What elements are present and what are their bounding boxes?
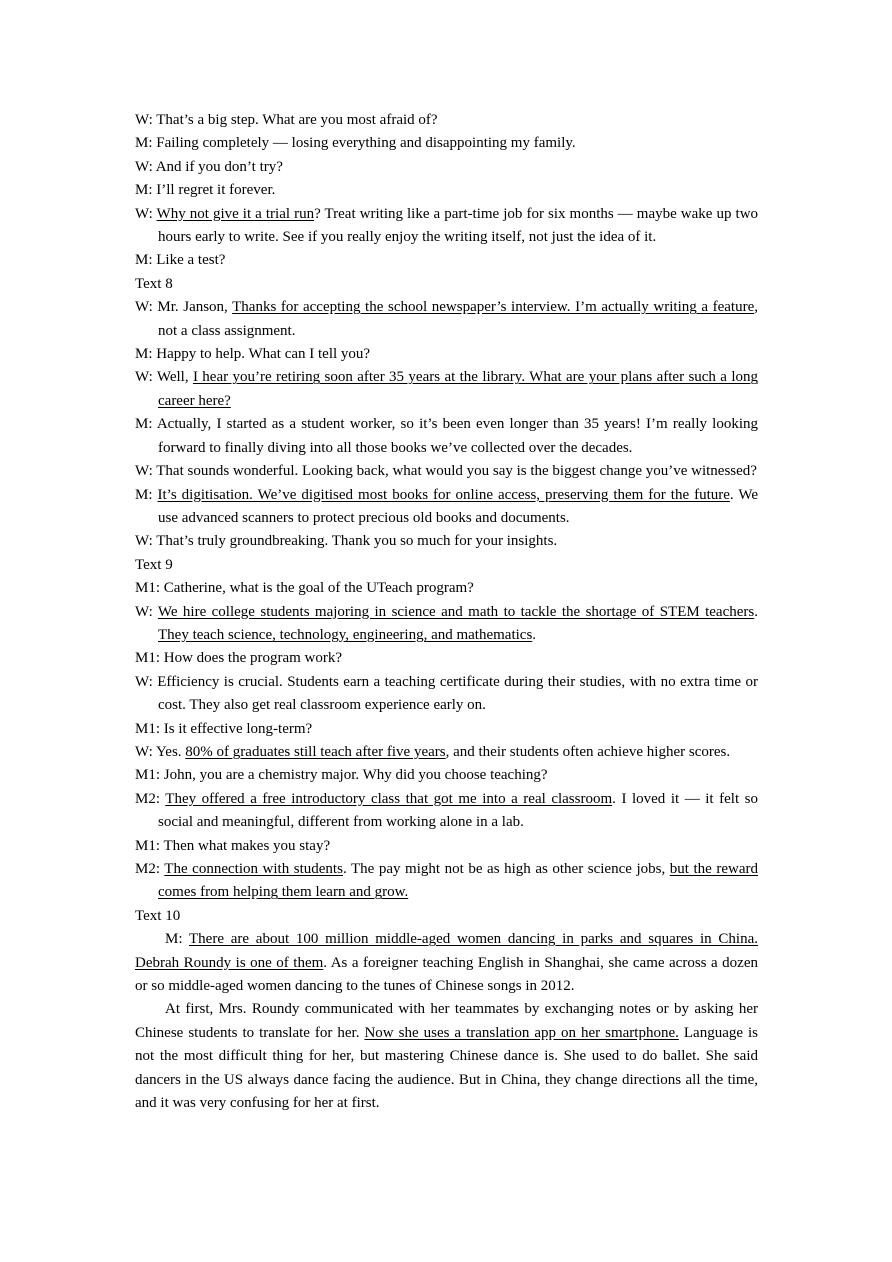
text-run: At first, Mrs. Roundy communicated with her teammates by exchanging notes or by asking her Chinese students to translate for her. <box>135 1001 758 1041</box>
transcript-line <box>135 764 758 787</box>
text-run: W: That’s a big step. What are you most afraid of? <box>135 112 438 128</box>
underlined-answer-text: Thanks for accepting the school newspaper’s interview. I’m actually writing a feature <box>232 299 755 316</box>
underlined-answer-text: There are about 100 million middle-aged women dancing in parks and squares in China. Debrah Roundy is one of them <box>135 931 759 971</box>
text-run: W: Efficiency is crucial. Students earn a teaching certificate during their studies, with no extra time or cost. They also get real classroom experience early on. <box>135 673 758 714</box>
text-run: W: Well, <box>135 369 193 386</box>
text-run: M1: Catherine, what is the goal of the UTeach program? <box>135 580 474 597</box>
text-run: W: <box>135 603 158 620</box>
underlined-answer-text: It’s digitisation. We’ve digitised most books for online access, preserving them for the future <box>157 486 730 503</box>
text-run: W: That’s truly groundbreaking. Thank you so much for your insights. <box>135 533 558 550</box>
underlined-answer-text: They teach science, technology, engineering, and mathematics <box>158 626 533 643</box>
text-run: M1: Is it effective long-term? <box>135 720 313 737</box>
transcript-line <box>135 413 758 460</box>
underlined-answer-text: I hear you’re retiring soon after 35 years at the library. What are your plans after such a long career here? <box>158 369 758 409</box>
section-heading <box>135 905 758 928</box>
text-run: M1: Then what makes you stay? <box>135 837 331 854</box>
document-page <box>135 109 758 1115</box>
text-run: . The pay might not be as high as other science jobs, <box>342 861 670 877</box>
text-run: W: Mr. Janson, <box>135 299 233 316</box>
transcript-line <box>135 460 758 483</box>
transcript-line <box>135 484 758 531</box>
text-run: Text 9 <box>135 556 173 573</box>
text-run: Text 10 <box>135 907 181 924</box>
transcript-line <box>135 577 758 600</box>
text-run: . <box>532 626 537 643</box>
text-run: W: Yes. <box>135 743 186 760</box>
transcript-line <box>135 998 758 1115</box>
transcript-line <box>135 296 758 343</box>
text-run: Text 8 <box>135 275 173 292</box>
text-run: M: Actually, I started as a student worker, so it’s been even longer than 35 years! I’m really looking forward to finally diving into all those books we’ve collected over the decades. <box>135 416 758 456</box>
text-run: M: Like a test? <box>135 252 226 269</box>
transcript-line <box>135 109 758 132</box>
text-run: M: Happy to help. What can I tell you? <box>135 346 371 363</box>
text-run: . We use advanced scanners to protect precious old books and documents. <box>158 486 759 526</box>
transcript-line <box>135 741 758 764</box>
text-run: M: I’ll regret it forever. <box>135 182 276 199</box>
transcript-line <box>135 530 758 553</box>
text-run: W: And if you don’t try? <box>135 158 283 175</box>
transcript-line <box>135 671 758 718</box>
transcript-line <box>135 203 758 250</box>
underlined-answer-text: Now she uses a translation app on her smartphone. <box>364 1024 679 1041</box>
text-run: . <box>754 603 758 620</box>
underlined-answer-text: The connection with students <box>164 861 343 877</box>
underlined-answer-text: Why not give it a trial run <box>156 205 315 222</box>
transcript-line <box>135 928 758 998</box>
text-run: W: <box>135 205 157 222</box>
text-run: M1: John, you are a chemistry major. Why did you choose teaching? <box>135 767 548 784</box>
text-run: M2: <box>135 861 165 877</box>
text-run: . I loved it — it felt so social and meaningful, different from working alone in a lab. <box>158 790 758 831</box>
transcript-line <box>135 132 758 155</box>
transcript-line <box>135 858 758 905</box>
text-run: ? Treat writing like a part-time job for six months — maybe wake up two hours early to write. See if you really enjoy the writing itself, not just the idea of it. <box>158 205 759 246</box>
transcript-line <box>135 601 758 648</box>
text-run: Language is not the most difficult thing for her, but mastering Chinese dance is. She used to do ballet. She said dancers in the US always dance facing the audience. But in China, they change directions all the time, and it was very confusing for her at first. <box>135 1024 759 1112</box>
transcript-line <box>135 647 758 670</box>
text-run: , and their students often achieve higher scores. <box>445 743 731 760</box>
text-run: M2: <box>135 790 166 807</box>
section-heading <box>135 554 758 577</box>
text-run: M: Failing completely — losing everything and disappointing my family. <box>135 135 576 152</box>
underlined-answer-text: They offered a free introductory class that got me into a real classroom <box>165 790 613 807</box>
text-run: M: <box>135 486 158 503</box>
underlined-answer-text: but the reward comes from helping them learn and grow. <box>158 861 759 901</box>
text-run: , not a class assignment. <box>158 299 758 339</box>
underlined-answer-text: 80% of graduates still teach after five years <box>185 743 446 760</box>
transcript-line <box>135 179 758 202</box>
text-run: W: That sounds wonderful. Looking back, what would you say is the biggest change you’ve witnessed? <box>135 463 757 480</box>
underlined-answer-text: We hire college students majoring in science and math to tackle the shortage of STEM teachers <box>157 603 755 620</box>
text-run: . As a foreigner teaching English in Shanghai, she came across a dozen or so middle-aged women dancing to the tunes of Chinese songs in 2012. <box>135 954 758 995</box>
transcript-line <box>135 788 758 835</box>
transcript-line <box>135 835 758 858</box>
transcript-line <box>135 366 758 413</box>
transcript-line <box>135 343 758 366</box>
transcript-line <box>135 249 758 272</box>
transcript-line <box>135 156 758 179</box>
section-heading <box>135 273 758 296</box>
text-run: M: <box>165 931 189 948</box>
text-run: M1: How does the program work? <box>135 650 343 667</box>
transcript-line <box>135 718 758 741</box>
